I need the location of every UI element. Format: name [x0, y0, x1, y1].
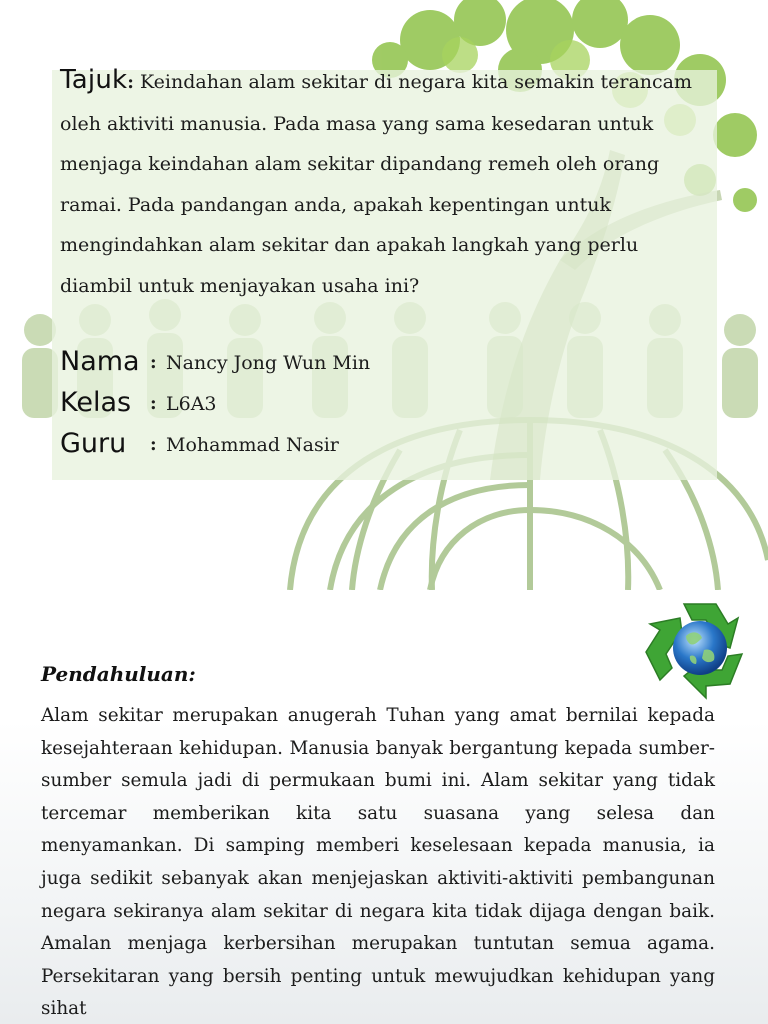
name-label: Nama — [60, 346, 140, 377]
class-value: L6A3 — [166, 393, 217, 415]
topic-colon: : — [127, 72, 134, 93]
topic-block — [60, 60, 700, 306]
recycle-globe-icon — [642, 590, 758, 702]
introduction-text: Alam sekitar merupakan anugerah Tuhan yang amat bernilai kepada kesejahteraan kehidupan. Manusia banyak bergantung kepada sumber-sumber semula jadi di permukaan bumi ini. Alam sekitar yang tidak tercemar memberikan kita satu suasana yang selesa dan menyamankan. Di samping memberi keselesaan kepada manusia, ia juga sedikit sebanyak akan menjejaskan aktiviti-aktiviti pembangunan negara sekiranya alam sekitar di negara kita tidak dijaga dengan baik. Amalan menjaga kerbersihan merupakan tuntutan semua agama. Persekitaran yang bersih penting untuk mewujudkan kehidupan yang sihat — [41, 705, 715, 1020]
introduction-heading: Pendahuluan: — [41, 662, 196, 686]
teacher-value: Mohammad Nasir — [166, 434, 339, 456]
teacher-colon: : — [150, 434, 157, 455]
name-value: Nancy Jong Wun Min — [166, 352, 371, 374]
class-colon: : — [150, 393, 157, 414]
name-colon: : — [150, 352, 157, 373]
class-label: Kelas — [60, 387, 132, 418]
topic-label: Tajuk — [60, 65, 128, 95]
topic-text: Keindahan alam sekitar di negara kita semakin terancam oleh aktiviti manusia. Pada masa yang sama kesedaran untuk menjaga keindahan alam sekitar dipandang remeh oleh orang ramai. Pada pandangan anda, apakah kepentingan untuk mengindahkan alam sekitar dan apakah langkah yang perlu diambil untuk menjayakan usaha ini? — [60, 71, 693, 297]
teacher-label: Guru — [60, 428, 127, 459]
